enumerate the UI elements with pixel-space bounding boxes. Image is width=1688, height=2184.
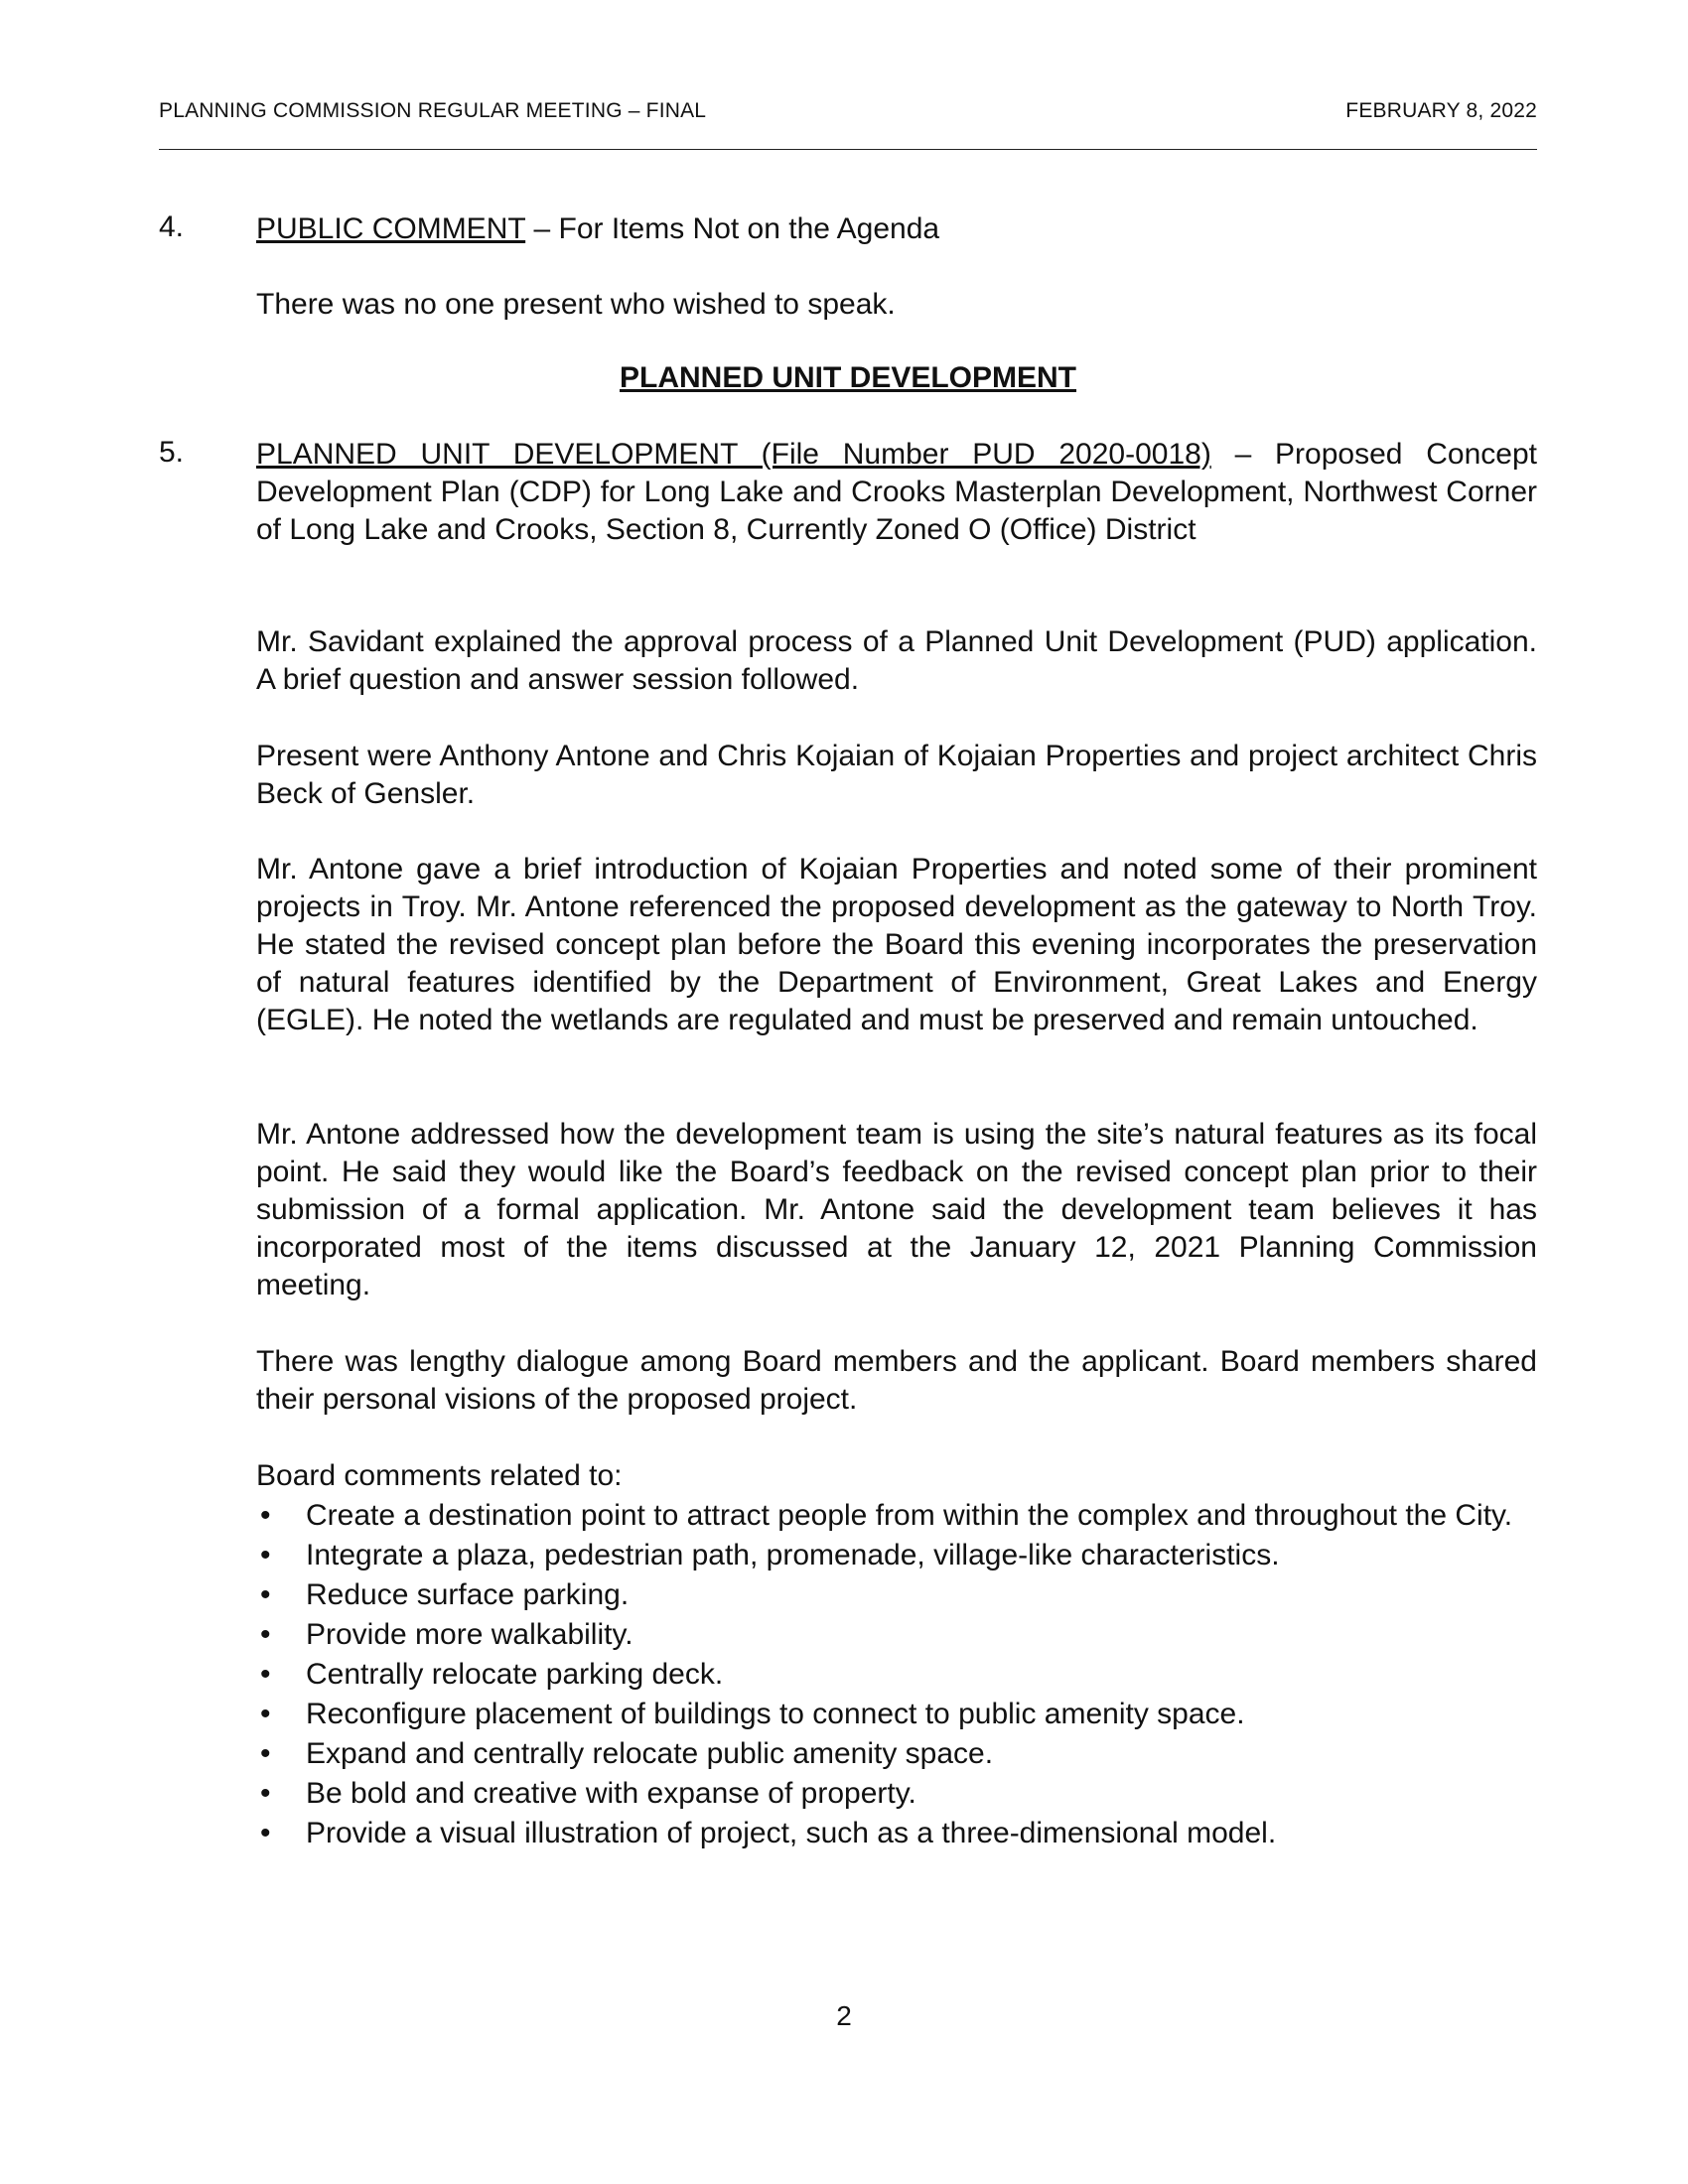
bullet-icon: •: [260, 1817, 271, 1849]
list-item-text: Expand and centrally relocate public amenity space.: [306, 1737, 994, 1770]
paragraph: Mr. Savidant explained the approval process of a Planned Unit Development (PUD) application. A brief question and answer session followed.: [256, 625, 1537, 696]
list-item-text: Integrate a plaza, pedestrian path, promenade, village-like characteristics.: [306, 1539, 1280, 1571]
section-heading-text: PLANNED UNIT DEVELOPMENT: [619, 361, 1077, 394]
item-5-number: 5.: [159, 436, 185, 469]
list-item-text: Reduce surface parking.: [306, 1578, 630, 1611]
paragraph: Mr. Antone addressed how the development team is using the site’s natural features as its focal point. He said they would like the Board’s feedback on the revised concept plan prior to their submission of a formal application. Mr. Antone said the development team believes it has incorporated most of the items discussed at the January 12, 2021 Planning Commission meeting.: [256, 1118, 1537, 1301]
list-item: [256, 1616, 1537, 1654]
header-title: PLANNING COMMISSION REGULAR MEETING – FINAL: [159, 99, 707, 122]
list-item: [256, 1656, 1537, 1694]
bullet-icon: •: [260, 1539, 271, 1571]
list-item: [256, 1497, 1537, 1535]
section-heading: [159, 361, 1537, 395]
header-date: FEBRUARY 8, 2022: [1345, 99, 1537, 122]
bullet-icon: •: [260, 1578, 271, 1611]
list-item-text: Create a destination point to attract people from within the complex and throughout the City.: [306, 1499, 1513, 1532]
bullet-icon: •: [260, 1658, 271, 1691]
item-4-number: 4.: [159, 210, 185, 243]
list-item: [256, 1696, 1537, 1733]
list-item: [256, 1775, 1537, 1813]
list-item-text: Be bold and creative with expanse of property.: [306, 1777, 916, 1810]
item-4-title-suffix: – For Items Not on the Agenda: [525, 212, 940, 245]
list-item: [256, 1576, 1537, 1614]
list-item-text: Provide a visual illustration of project, such as a three-dimensional model.: [306, 1817, 1277, 1849]
item-5-heading: [256, 436, 1537, 549]
item-4-body: There was no one present who wished to speak.: [256, 288, 896, 321]
list-item: [256, 1537, 1537, 1574]
list-item: [256, 1735, 1537, 1773]
bullet-icon: •: [260, 1618, 271, 1651]
header-divider: [159, 149, 1537, 150]
page-number: 2: [836, 2000, 852, 2031]
comments-intro: Board comments related to:: [256, 1459, 623, 1492]
item-4-title: PUBLIC COMMENT: [256, 212, 526, 245]
bullet-icon: •: [260, 1698, 271, 1730]
bullet-icon: •: [260, 1499, 271, 1532]
item-4-heading: [256, 210, 1537, 248]
list-item-text: Centrally relocate parking deck.: [306, 1658, 724, 1691]
paragraph: There was lengthy dialogue among Board members and the applicant. Board members shared their personal visions of the proposed project.: [256, 1345, 1537, 1416]
bullet-icon: •: [260, 1777, 271, 1810]
paragraph: Mr. Antone gave a brief introduction of Kojaian Properties and noted some of their prominent projects in Troy. Mr. Antone referenced the proposed development as the gateway to North Troy. He stated the revised concept plan before the Board this evening incorporates the preservation of natural features identified by the Department of Environment, Great Lakes and Energy (EGLE). He noted the wetlands are regulated and must be preserved and remain untouched.: [256, 853, 1537, 1036]
item-5-title: PLANNED UNIT DEVELOPMENT (File Number PUD 2020-0018): [256, 438, 1211, 471]
bullet-icon: •: [260, 1737, 271, 1770]
list-item-text: Provide more walkability.: [306, 1618, 633, 1651]
page-header: [159, 95, 1537, 131]
list-item: [256, 1815, 1537, 1852]
paragraph: Present were Anthony Antone and Chris Kojaian of Kojaian Properties and project architect Chris Beck of Gensler.: [256, 740, 1537, 810]
list-item-text: Reconfigure placement of buildings to connect to public amenity space.: [306, 1698, 1245, 1730]
item-5-title-suffix: – Proposed Concept Development Plan (CDP) for Long Lake and Crooks Masterplan Development, Northwest Corner of Long Lake and Crooks, Section 8, Currently Zoned O (Office) District: [256, 438, 1537, 546]
board-comments-list: [256, 1497, 1537, 1854]
